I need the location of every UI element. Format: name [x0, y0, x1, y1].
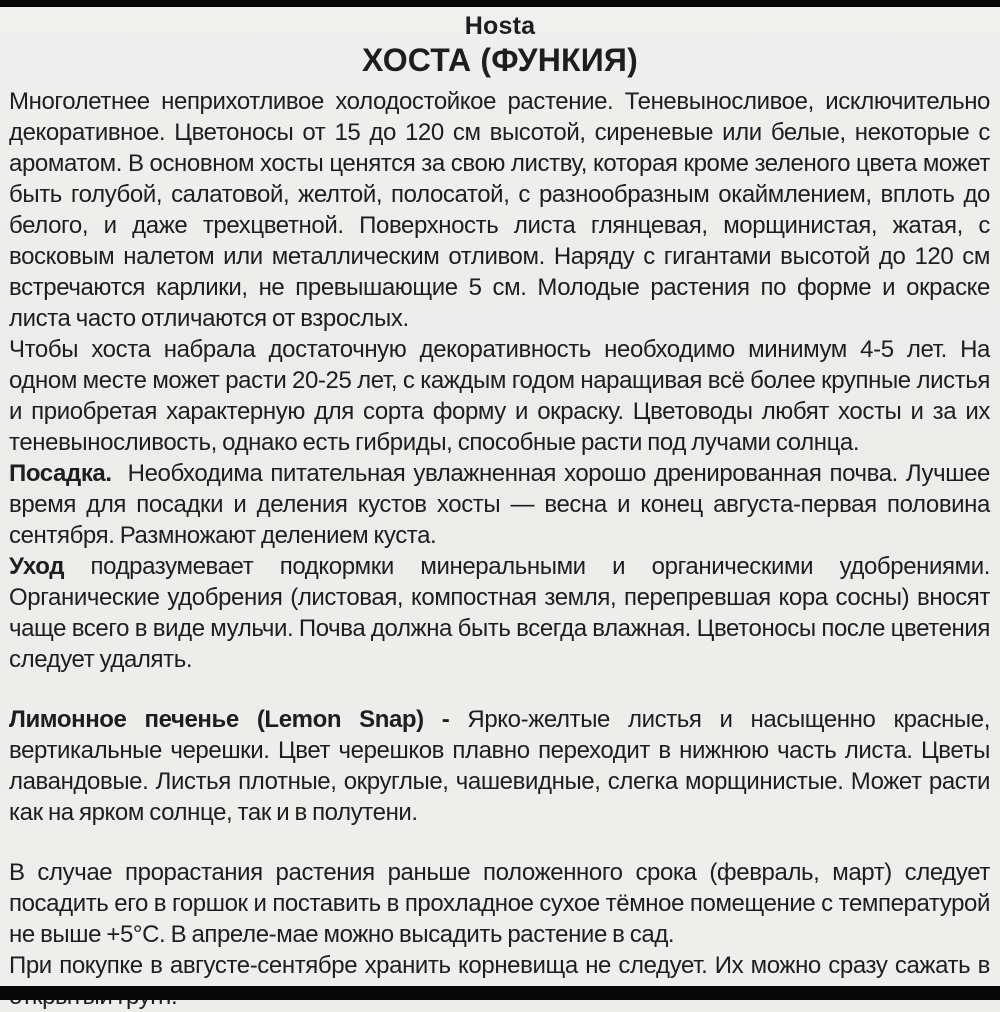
plant-title-latin: Hosta — [464, 12, 536, 40]
scan-edge-bar-bottom — [0, 986, 1000, 1000]
plant-title-russian: ХОСТА (ФУНКИЯ) — [361, 42, 638, 78]
paragraph-lead: Лимонное печенье (Lemon Snap) - — [9, 706, 468, 733]
title-block — [0, 0, 1000, 78]
paragraph: Уход подразумевает подкормки минеральными и органическими удобрениями. Органические удобрения (листовая, компостная земля, перепревшая кора сосны) вносят чаще всего в виде мульчи. Почва должна быть всегда влажная. Цветоносы после цветения следует удалять. — [9, 553, 990, 673]
paragraph: Многолетнее неприхотливое холодостойкое растение. Теневыносливое, исключительно декоративное. Цветоносы от 15 до 120 см высотой, сиреневые или белые, некоторые с ароматом. В основном хосты ценятся за свою листву, которая кроме зеленого цвета может быть голубой, салатовой, желтой, полосатой, с разнообразным окаймлением, вплоть до белого, и даже трехцветной. Поверхность листа глянцевая, морщинистая, жатая, с восковым налетом или металлическим отливом. Наряду с гигантами высотой до 120 см встречаются карлики, не превышающие 5 см. Молодые растения по форме и окраске листа часто отличаются от взрослых. — [9, 88, 990, 332]
paragraph: В случае прорастания растения раньше положенного срока (февраль, март) следует посадить его в горшок и поставить в прохладное сухое тёмное помещение с температурой не выше +5°С. В апреле-мае можно высадить растение в сад. — [9, 859, 990, 948]
article-body — [0, 86, 1000, 1012]
paragraph-lead: Посадка. — [9, 460, 112, 487]
paragraph-lead: Уход — [9, 553, 65, 580]
paragraph: При покупке в августе-сентябре хранить корневища не следует. Их можно сразу сажать в — [9, 952, 990, 979]
paragraph: Лимонное печенье (Lemon Snap) - Ярко-желтые листья и насыщенно красные, вертикальные черешки. Цвет черешков плавно переходит в нижнюю часть листа. Цветы лавандовые. Листья плотные, округлые, чашевидные, слегка морщинистые. Может расти как на ярком солнце, так и в полутени. — [9, 706, 990, 826]
scan-edge-bar-top — [0, 0, 1000, 7]
paragraph: Посадка. Необходима питательная увлажненная хорошо дренированная почва. Лучшее время для посадки и деления кустов хосты — весна и конец августа-первая половина сентября. Размножают делением куста. — [9, 460, 990, 549]
paragraph: Чтобы хоста набрала достаточную декоративность необходимо минимум 4-5 лет. На одном месте может расти 20-25 лет, с каждым годом наращивая всё более крупные листья и приобретая характерную для сорта форму и окраску. Цветоводы любят хосты и за их теневыносливость, однако есть гибриды, способные расти под лучами солнца. — [9, 336, 990, 456]
